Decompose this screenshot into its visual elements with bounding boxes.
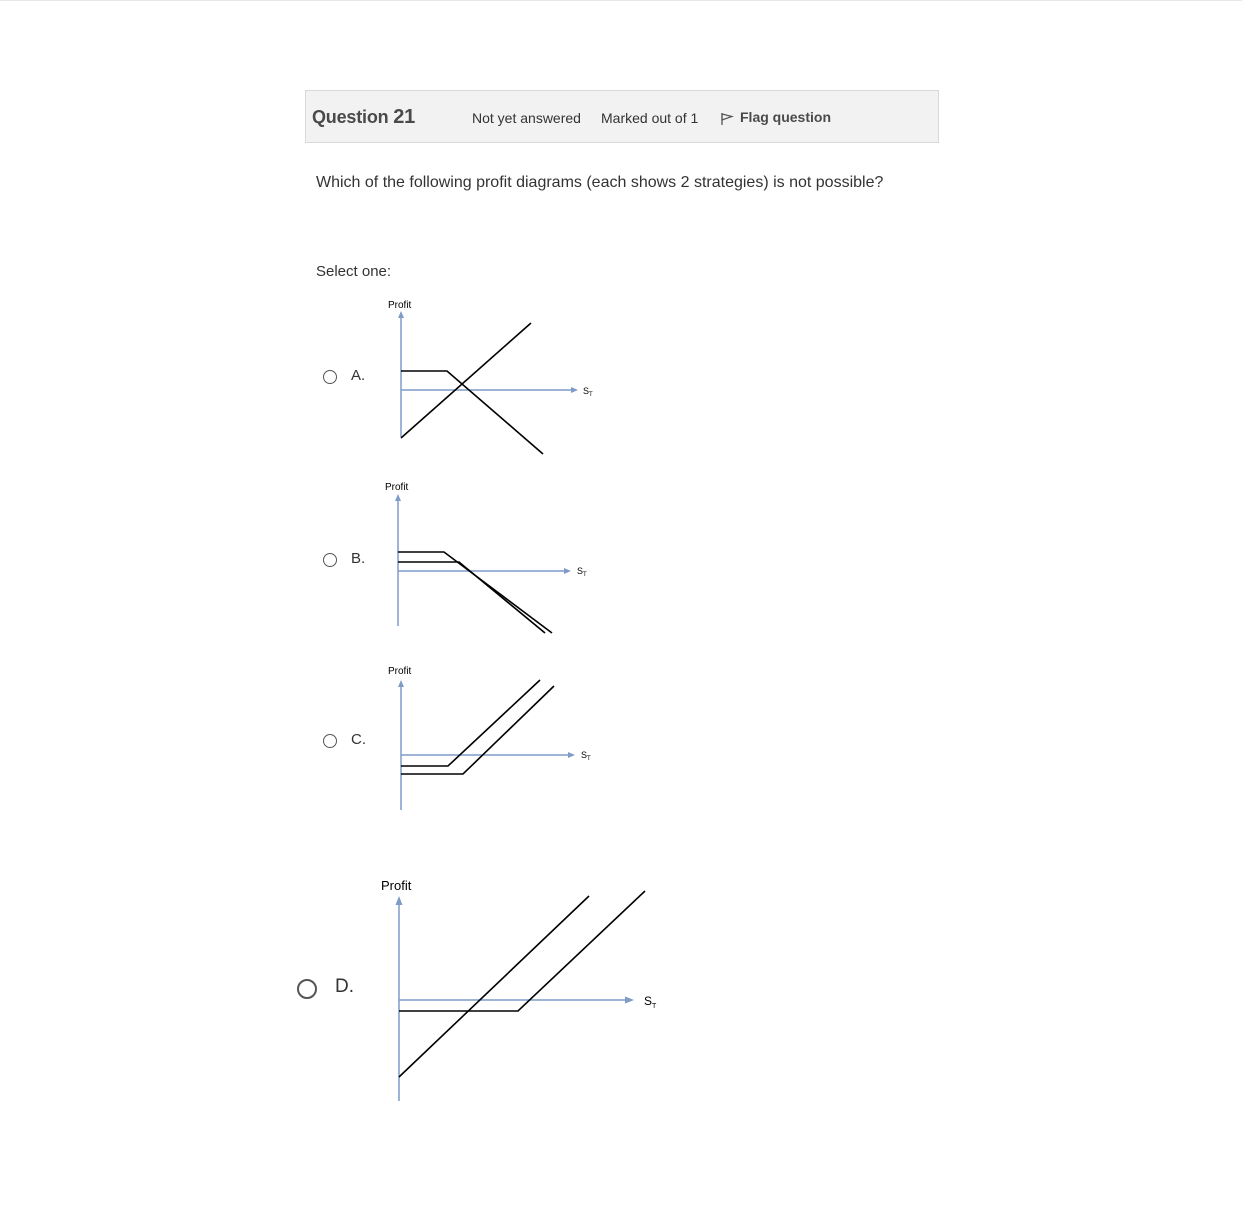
x-axis-label: $S_T$: [581, 750, 591, 762]
question-title-label: Question: [312, 107, 389, 127]
profit-diagram-d: [296, 872, 676, 1107]
strategy-line-1: [398, 552, 552, 633]
option-letter: B.: [351, 550, 366, 567]
x-axis-label: $S_T$: [583, 386, 593, 398]
x-axis-arrowhead: [571, 387, 578, 393]
flag-icon: [720, 112, 734, 126]
x-axis-arrowhead: [568, 752, 575, 758]
question-text: Which of the following profit diagrams (each shows 2 strategies) is not possible?: [316, 174, 884, 191]
answer-option-c[interactable]: [316, 662, 606, 817]
x-axis-label: $S_T$: [577, 566, 587, 578]
x-axis-label: $S_T$: [644, 994, 657, 1010]
top-divider: [0, 0, 1242, 1]
y-axis-label: Profit: [388, 666, 412, 677]
x-axis-arrowhead: [564, 568, 571, 574]
y-axis-label: Profit: [381, 878, 412, 893]
strategy-line-1: [401, 680, 540, 766]
strategy-line-2: [401, 323, 531, 438]
select-one-prompt: Select one:: [316, 263, 392, 280]
y-axis-arrowhead: [398, 680, 404, 687]
strategy-line-2: [401, 686, 554, 774]
answer-option-b[interactable]: [316, 478, 606, 638]
y-axis-arrowhead: [395, 494, 401, 501]
question-grade: Marked out of 1: [601, 110, 699, 126]
question-number: 21: [393, 106, 416, 128]
y-axis-arrowhead: [396, 896, 403, 905]
profit-diagram-c: [316, 662, 606, 817]
answer-option-a[interactable]: [316, 295, 606, 460]
question-info-header: [305, 90, 939, 143]
option-letter: D.: [335, 976, 354, 997]
y-axis-label: Profit: [388, 300, 412, 311]
answer-option-d[interactable]: [296, 872, 676, 1107]
x-axis-arrowhead: [625, 997, 634, 1004]
strategy-line-2: [398, 562, 545, 633]
flag-question-button[interactable]: [720, 108, 831, 126]
question-state: Not yet answered: [472, 110, 581, 126]
y-axis-arrowhead: [398, 311, 404, 318]
option-letter: C.: [351, 731, 366, 748]
strategy-line-1: [399, 891, 645, 1011]
y-axis-label: Profit: [385, 482, 409, 493]
question-title: [312, 106, 415, 129]
profit-diagram-b: [316, 478, 606, 638]
strategy-line-2: [399, 896, 589, 1077]
strategy-line-1: [401, 371, 543, 454]
profit-diagram-a: [316, 295, 606, 460]
option-letter: A.: [351, 367, 366, 384]
flag-question-label: Flag question: [740, 109, 831, 125]
